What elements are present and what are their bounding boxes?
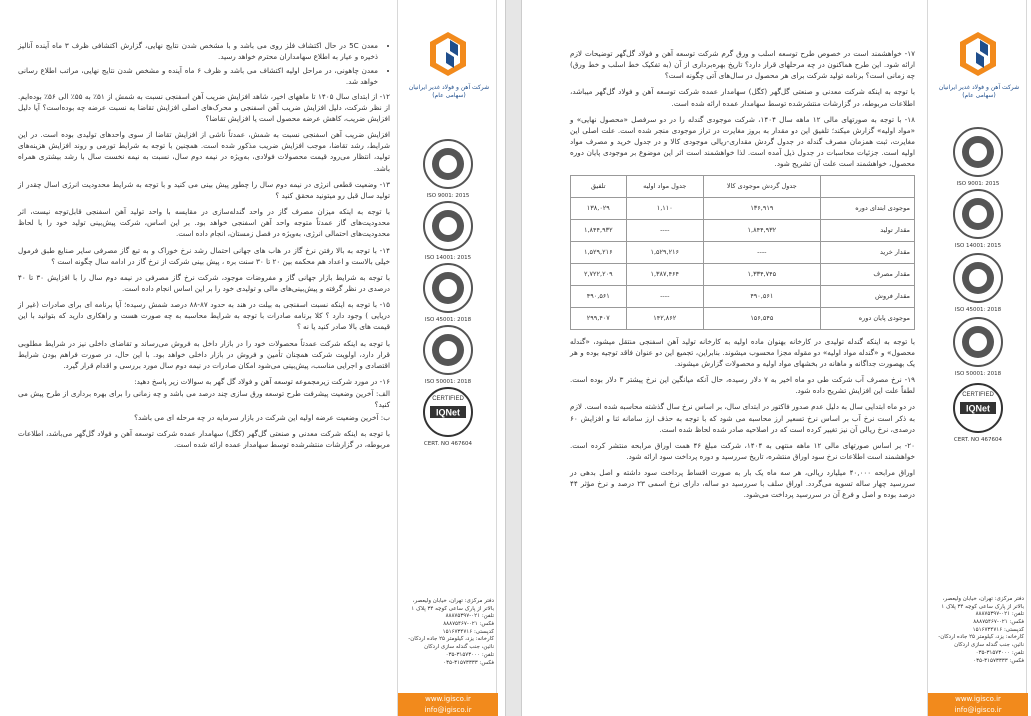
iqnet-certified-text: CERTIFIED [962,392,994,398]
table-row [571,307,915,329]
paragraph: ۱۸- با توجه به صورتهای مالی ۱۲ ماهه سال ۱۴۰۴، شرکت موجودی گندله را در دو سرفصل «محصول نهایی» و «مواد اولیه» گزارش میکند؛ تلفیق این دو مقدار به بروز مغایرت در تراز موجودی منجر شده است. علت اصلی این مغایرت، ثبت همزمان مصرف گندله در جدول گردش مقداری-ریالی موجودی کالا و در جدول خرید و مصرف مواد اولیه است. جزئیات محاسبات در جدول ذیل آمده است. لذا خواهشمند است اثر این موضوع بر موجودی پایان دوره محصول، خواهشمند است علت آن تشریح شود. [570,114,915,169]
table-row-label: موجودی پایان دوره [820,307,914,329]
factory-phone-line: تلفن: ۳۱۵۷۳۰۰۰-۰۳۵ [445,651,494,658]
paragraph: با توجه به اینکه شرکت معدنی و صنعتی گل‌گهر (کگل) سهامدار عمده شرکت توسعه آهن و فولاد گل‌گهر میباشد، اطلاعات مربوطه، در گزارشات منتشرشده توسط سهامدار عمده ارائه شده است. [570,87,915,108]
paragraph: با توجه به اینکه گندله تولیدی در کارخانه بهنوان ماده اولیه به کارخانه تولید آهن اسفنجی منتقل میشود، «گندله محصول» و «گندله مواد اولیه» دو مقوله مجزا محسوب میشوند. بنابراین، تجمیع این دو عنوان فاقد توجیه بوده و هر یک بهصورت جداگانه و ماهانه در بخشهای مواد اولیه و محصولات گزارش میشوند. [570,336,915,368]
paragraph: با توجه به شرایط بازار جهانی گاز و مفروضات موجود، شرکت نرخ گاز مصرفی در نیمه دوم سال را با افزایش ۳۰ تا ۴۰ درصدی در نظر گرفته و پیش‌بینی‌های مالی و تولیدی خود را بر این اساس انجام داده است. [18,272,391,293]
iso-14001-label: ISO 14001: 2015 [954,243,1002,249]
cert-number-label: CERT. NO 467604 [953,437,1003,443]
iso-9001-label: ISO 9001: 2015 [956,181,1000,187]
table-row [571,197,915,219]
paragraph: ۱۵- با توجه به اینکه نسبت اسفنجی به بیلت در هند به حدود ۸۷-۸۸ درصد شمش رسیده؛ آیا برنامه ای برای صادرات (غیر از دریایی ) وجود دارد ؟ کلا برنامه صادرات با توجه به شرایط محاسبه به چه صورت هست و راهکاری دارید که بتوانید با این قیمت های بالا صادر کنید یا نه ؟ [18,300,391,332]
paragraph: ب: آخرین وضعیت عرضه اولیه این شرکت در بازار سرمایه در چه مرحله ای می باشد؟ [134,412,390,422]
paragraph: ۱۷- خواهشمند است در خصوص طرح توسعه اسلب و ورق گرم شرکت توسعه آهن و فولاد گل‌گهر توضیحات لازم ارائه شود. این طرح هماکنون در چه مرحلهای قرار دارد؟ تاریخ بهره‌برداری از آن (به تفکیک خط اسلب و خط ورق) چه زمانی است؟ برنامه تولید شرکت برای هر محصول در سال‌های آتی چگونه است؟ [570,49,915,81]
paragraph: الف: آخرین وضعیت پیشرفت طرح توسعه ورق سازی چند درصد می باشد و چه زمانی را برای بهره برداری از طرح پیش می کنید؟ [18,389,390,410]
company-logo-icon [428,30,468,78]
paragraph: افزایش ضریب آهن اسفنجی نسبت به شمش، عمدتاً ناشی از افزایش تقاضا از سوی واحدهای تولیدی بوده است. در این شرایط، رشد تقاضا، موجب افزایش ضریب مذکور شده است. همچنین با توجه به شرایط تورمی و روند افزایش هزینه‌های تولید، انتظار می‌رود قیمت محصولات فولادی، به‌ویژه در نیمه دوم سال، نسبت به نیمه نخست سال با رشد بیشتری همراه باشد. [18,130,390,173]
address-line: دفتر مرکزی: تهران، خیابان ولیعصر، بالاتر از پارک ساعی کوچه ۳۴ پلاک ۱ [941,596,1024,610]
table-row [571,241,915,263]
paragraph: اوراق مرابحه ۴۰,۰۰۰ میلیارد ریالی، هر سه ماه یک بار به صورت اقساط پرداخت سود داشته و اصل بدهی در سررسید چهار ساله تسویه می‌گردد. اوراق سلف با سررسید دو ساله، دارای نرخ اسمی ۲۳ درصد و نرخ مؤثر ۴۴ درصد بوده و اصل و فرع آن در سررسید پرداخت می‌شود. [570,468,916,500]
left-page-body [18,40,390,455]
table-cell: ۲,۷۲۲,۲۰۹ [571,263,627,285]
paragraph: ۱۲- از ابتدای سال ۱۴۰۵ تا ماههای اخیر، شاهد افزایش ضریب آهن اسفنجی نسبت به شمش از ۵۱٪ به ۵۵٪ الی ۵۶٪ بوده‌ایم. از نظر شرکت، دلیل افزایش ضریب آهن اسفنجی و محرک‌های اصلی افزایش تقاضا به نسبت عرضه چه بوده‌است؟ آیا دلیل افزایش ضریب، کاهش عرضه محصول است یا افزایش تقاضا؟ [18,91,390,123]
fax-line: فکس: ۰۲۱-۸۸۸۷۵۴۶۷ [443,621,494,628]
iso-45001-label: ISO 45001: 2018 [424,317,472,323]
iso-50001-badge-icon [952,316,1004,368]
table-cell: ۱,۸۴۴,۹۳۲ [571,219,627,241]
paragraph: ۱۴- با توجه به بالا رفتن نرخ گاز در هاب های جهانی احتمال رشد نرخ خوراک و به تبع گاز مصرفی سایر صنایع طبق فرمول خیلی بالاست و اعداد هم محکمه بین ۲۰ تا ۳۰ سنت بره ، پیش بینی شرکت از نرخ گاز در ادامه سال چگونه است ؟ [18,245,390,266]
iso-45001-label: ISO 45001: 2018 [954,307,1002,313]
paragraph: در دو ماه ابتدایی سال به دلیل عدم صدور فاکتور در ابتدای سال، بر اساس نرخ سال گذشته محاسبه شده است. لازم به ذکر است نرخ آب بر اساس نرخ تسعیر ارز محاسبه می شود که با توجه به حذف ارز سامانه ثنا و افزایش ۶۰ درصدی، نرخ ریالی آن نیز تغییر کرده است که در اصلاحیه صادر شده لحاظ شده است. [570,402,915,434]
bullet-item: • معدن 5C در حال اکتشاف فلز روی می باشد و با مشخص شدن نتایج نهایی، گزارش اکتشافی ظرف ۳ ماه آینده آنالیز ذخیره و عیار به اطلاع سهامداران محترم خواهد رسید. [18,40,378,62]
iso-50001-label: ISO 50001: 2018 [954,371,1002,377]
table-cell: ---- [626,219,703,241]
right-page-body [570,48,915,506]
postal-line: کدپستی: ۱۵۱۶۷۳۴۷۱۶ [442,628,494,635]
table-cell: ۱,۱۱۰ [626,197,703,219]
table-header-cell [820,175,914,197]
table-cell: ۱,۳۸۷,۴۶۴ [626,263,703,285]
table-row-label: موجودی ابتدای دوره [820,197,914,219]
document-page-right [522,0,1031,716]
iso-50001-label: ISO 50001: 2018 [424,379,472,385]
phone-line: تلفن: ۰۲۱-۸۸۸۷۵۳۹۷ [445,613,494,620]
table-row-label: مقدار مصرف [820,263,914,285]
table-row [571,285,915,307]
iso-14001-label: ISO 14001: 2015 [424,255,472,261]
iso-9001-label: ISO 9001: 2015 [426,193,470,199]
letterhead-sidebar [397,0,497,716]
factory-line: کارخانه: یزد، کیلومتر ۲۵ جاده اردکان- نائین، جنب گندله سازی اردکان [408,636,494,651]
table-cell: ۱,۸۴۴,۹۳۲ [703,219,820,241]
postal-line: کدپستی: ۱۵۱۶۷۳۴۷۱۶ [972,626,1024,633]
iso-9001-badge-icon [952,126,1004,178]
company-name-text: شرکت آهن و فولاد غدیر ایرانیان [938,84,1020,91]
phone-line: تلفن: ۰۲۱-۸۸۸۷۵۳۹۷ [975,611,1024,618]
website-footer [398,693,498,716]
paragraph: ۲۰- بر اساس صورتهای مالی ۱۲ ماهه منتهی به ۱۴۰۴، شرکت مبلغ ۴۶ همت اوراق مرابحه منتشر کرده است. خواهشمند است اطلاعات نرخ سود اوراق منتشره، تاریخ سررسید و دوره پرداخت سود ارائه شود. [570,440,916,461]
table-cell: ۱,۵۲۹,۲۱۶ [626,241,703,263]
table-cell: ۴۹۰,۵۶۱ [703,285,820,307]
iso-45001-badge-icon [952,252,1004,304]
iso-14001-badge-icon [422,200,474,252]
company-address [404,598,494,667]
table-cell: ۱۴۲,۸۶۲ [626,307,703,329]
table-row-label: مقدار خرید [820,241,914,263]
website-footer [928,693,1028,716]
email-link[interactable]: info@igisco.ir [954,706,1002,714]
company-address [934,596,1024,665]
table-row-label: مقدار فروش [820,285,914,307]
paragraph: با توجه به اینکه شرکت معدنی و صنعتی گل‌گهر (کگل) سهامدار عمده شرکت توسعه آهن و فولاد گل‌گهر می‌باشد، اطلاعات مربوطه، در گزارشات منتشرشده توسط سهامدار عمده ارائه شده است. [18,428,390,449]
document-page-left [0,0,505,716]
table-cell: ۱۵۶,۵۴۵ [703,307,820,329]
iso-50001-badge-icon [422,324,474,376]
iso-45001-badge-icon [422,262,474,314]
table-row [571,263,915,285]
factory-fax-line: فکس: ۳۱۵۷۳۳۳۳-۰۳۵ [443,659,494,666]
factory-line: کارخانه: یزد، کیلومتر ۲۵ جاده اردکان- نائین، جنب گندله سازی اردکان [938,634,1024,649]
iqnet-certified-text: CERTIFIED [432,396,464,402]
company-name [934,84,1024,100]
table-cell: ۴۹۰,۵۶۱ [571,285,627,307]
email-link[interactable]: info@igisco.ir [424,706,472,714]
table-cell: ۱,۳۳۴,۷۴۵ [703,263,820,285]
iqnet-text: IQNet [435,407,461,418]
address-line: دفتر مرکزی: تهران، خیابان ولیعصر، بالاتر از پارک ساعی کوچه ۳۴ پلاک ۱ [411,598,494,612]
iqnet-badge-icon [422,386,474,438]
table-cell: ۲۹۹,۴۰۷ [571,307,627,329]
company-logo-icon [958,30,998,78]
company-name [404,84,494,100]
website-link[interactable]: www.igisco.ir [425,695,471,703]
letterhead-sidebar [927,0,1027,716]
factory-phone-line: تلفن: ۳۱۵۷۳۰۰۰-۰۳۵ [975,649,1024,656]
iqnet-badge-icon [952,382,1004,434]
factory-fax-line: فکس: ۳۱۵۷۳۳۳۳-۰۳۵ [973,657,1024,664]
iqnet-text: IQNet [965,403,991,414]
table-row-label: مقدار تولید [820,219,914,241]
cert-number-label: CERT. NO 467604 [423,441,473,447]
paragraph: با توجه به اینکه شرکت عمدتاً محصولات خود را در بازار داخل به فروش می‌رساند و تقاضای داخلی نیز در شرایط مطلوبی قرار دارد، اولویت شرکت همچنان تأمین و فروش در بازار داخلی خواهد بود. با این حال، در صورت فراهم بودن شرایط اقتصادی و اجرایی مناسب، پیش‌بینی می‌شود امکان صادرات در نیمه دوم سال مورد بررسی و اقدام قرار گیرد. [18,338,390,370]
website-link[interactable]: www.igisco.ir [955,695,1001,703]
table-header-row [571,175,915,197]
iso-14001-badge-icon [952,188,1004,240]
table-cell: ---- [703,241,820,263]
company-name-text: شرکت آهن و فولاد غدیر ایرانیان [408,84,490,91]
inventory-table [570,175,915,330]
table-row [571,219,915,241]
company-type-text: (سهامی عام) [432,91,466,99]
paragraph: ۱۳- وضعیت قطعی انرژی در نیمه دوم سال را چطور پیش بینی می کنید و با توجه به شرایط محدودیت انرژی اسال چقدر از تولید سال قبل رو میتونید محقق کنید ؟ [18,179,390,200]
table-header-cell: جدول گردش موجودی کالا [703,175,820,197]
paragraph: ۱۹- نرخ مصرف آب شرکت طی دو ماه اخیر به ۷ دلار رسیده، حال آنکه میانگین این نرخ پیشتر ۳ دلار بوده است. لطفاً علت این افزایش تشریح داده شود. [570,375,915,396]
table-cell: ۱,۵۲۹,۲۱۶ [571,241,627,263]
paragraph: با توجه به اینکه میزان مصرف گاز در واحد گندله‌سازی در مقایسه با واحد تولید آهن اسفنجی قابل‌توجه نیست، اثر محدودیت‌های گاز عمدتاً متوجه واحد آهن اسفنجی خواهد بود. بر این اساس، شرکت پیش‌بینی تولید خود را با لحاظ محدودیت‌های احتمالی انرژی، به‌ویژه در فصل زمستان، انجام داده است. [18,207,390,239]
table-header-cell: جدول مواد اولیه [626,175,703,197]
paragraph: ۱۶- در مورد شرکت زیرمجموعه توسعه آهن و فولاد گل گهر به سوالات زیر پاسخ دهید: [134,377,390,387]
table-cell: ۱۳۸,۰۲۹ [571,197,627,219]
table-cell: ۱۳۶,۹۱۹ [703,197,820,219]
page-gutter [505,0,522,716]
table-cell: ---- [626,285,703,307]
bullet-item: • معدن چاهونی، در مراحل اولیه اکتشاف می باشد و ظرف ۶ ماه آینده و مشخص شدن نتایج نهایی، مراتب اطلاع رسانی خواهد شد. [18,65,378,87]
table-header-cell: تلفیق [571,175,627,197]
company-type-text: (سهامی عام) [962,91,996,99]
iso-9001-badge-icon [422,138,474,190]
fax-line: فکس: ۰۲۱-۸۸۸۷۵۴۶۷ [973,619,1024,626]
